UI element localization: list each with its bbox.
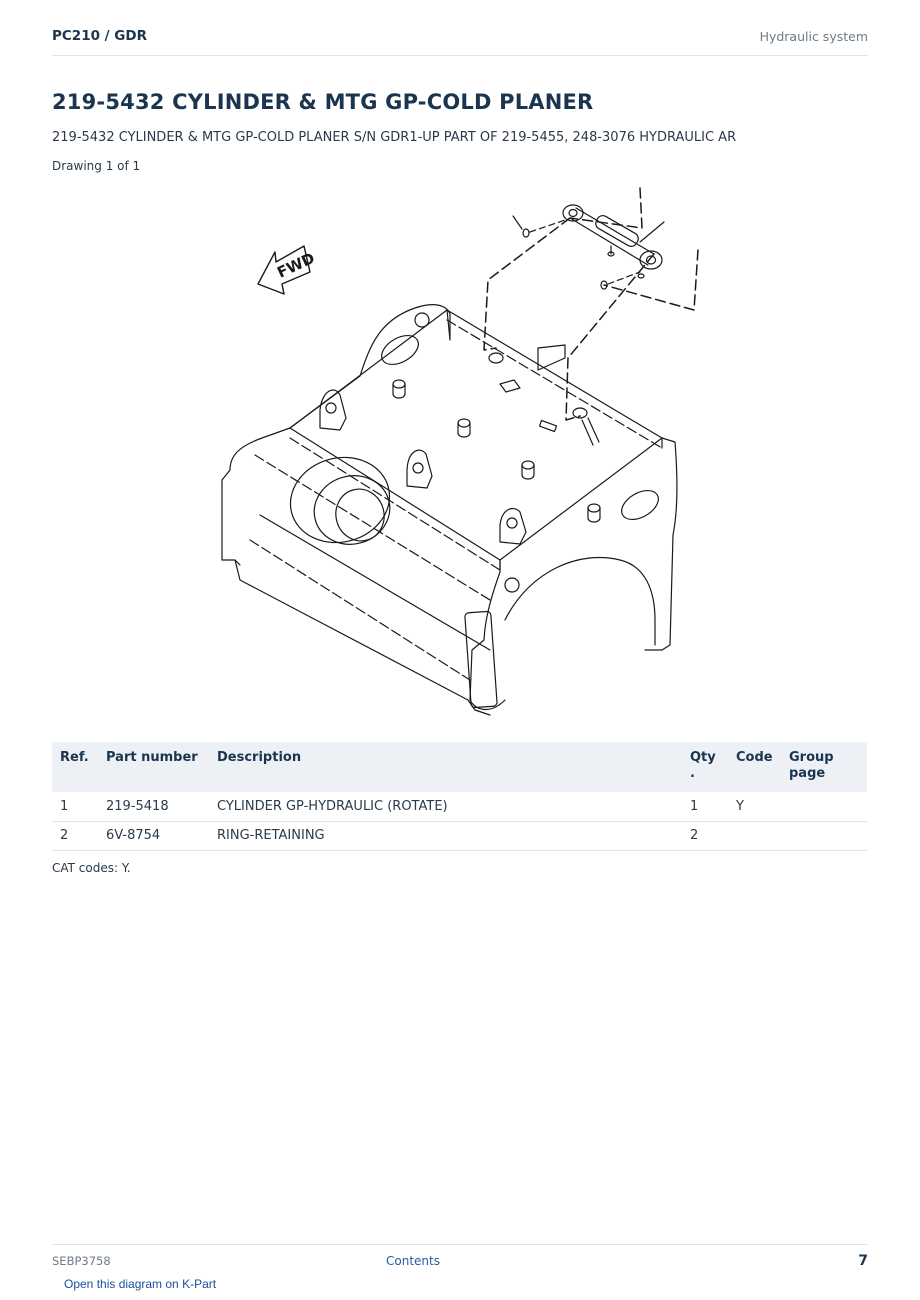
page-header [52,28,868,56]
col-header-description: Description [217,750,302,765]
parts-table [52,742,867,851]
open-kpart-link[interactable]: Open this diagram on K-Part [64,1277,217,1291]
model-label: PC210 / GDR [52,28,147,44]
cell-qty: 2 [682,821,728,850]
cell-group-page [781,792,867,821]
col-header-ref: Ref. [60,750,89,765]
assembly-lines [484,188,698,420]
col-header-code: Code [736,750,773,765]
table-row [52,792,867,821]
cell-code: Y [728,792,781,821]
cat-codes-note: CAT codes: Y. [52,861,131,875]
cell-ref: 1 [52,792,98,821]
contents-link[interactable]: Contents [386,1254,440,1268]
planer-frame [222,305,677,715]
cell-description: RING-RETAINING [209,821,682,850]
cell-part-number: 6V-8754 [98,821,209,850]
page-title: 219-5432 CYLINDER & MTG GP-COLD PLANER [52,90,594,114]
table-row [52,821,867,850]
col-header-part-number: Part number [106,750,198,765]
col-header-qty: Qty . [690,750,716,781]
cell-description: CYLINDER GP-HYDRAULIC (ROTATE) [209,792,682,821]
cell-ref: 2 [52,821,98,850]
parts-diagram [200,180,720,720]
table-header-row [52,742,867,792]
fwd-arrow-icon [258,246,318,294]
retaining-rings [513,216,640,289]
section-label: Hydraulic system [759,29,868,44]
page-subtitle: 219-5432 CYLINDER & MTG GP-COLD PLANER S/N GDR1-UP PART OF 219-5455, 248-3076 HYDRAULIC AR [52,130,737,145]
col-header-group-page: Group page [789,750,834,781]
fwd-label: FWD [274,248,318,282]
cell-group-page [781,821,867,850]
cell-code [728,821,781,850]
cell-qty: 1 [682,792,728,821]
cell-part-number: 219-5418 [98,792,209,821]
drawing-count: Drawing 1 of 1 [52,159,141,173]
page-footer [52,1244,868,1274]
page-number: 7 [858,1253,868,1269]
hydraulic-cylinder [563,205,664,278]
document-id: SEBP3758 [52,1254,111,1268]
